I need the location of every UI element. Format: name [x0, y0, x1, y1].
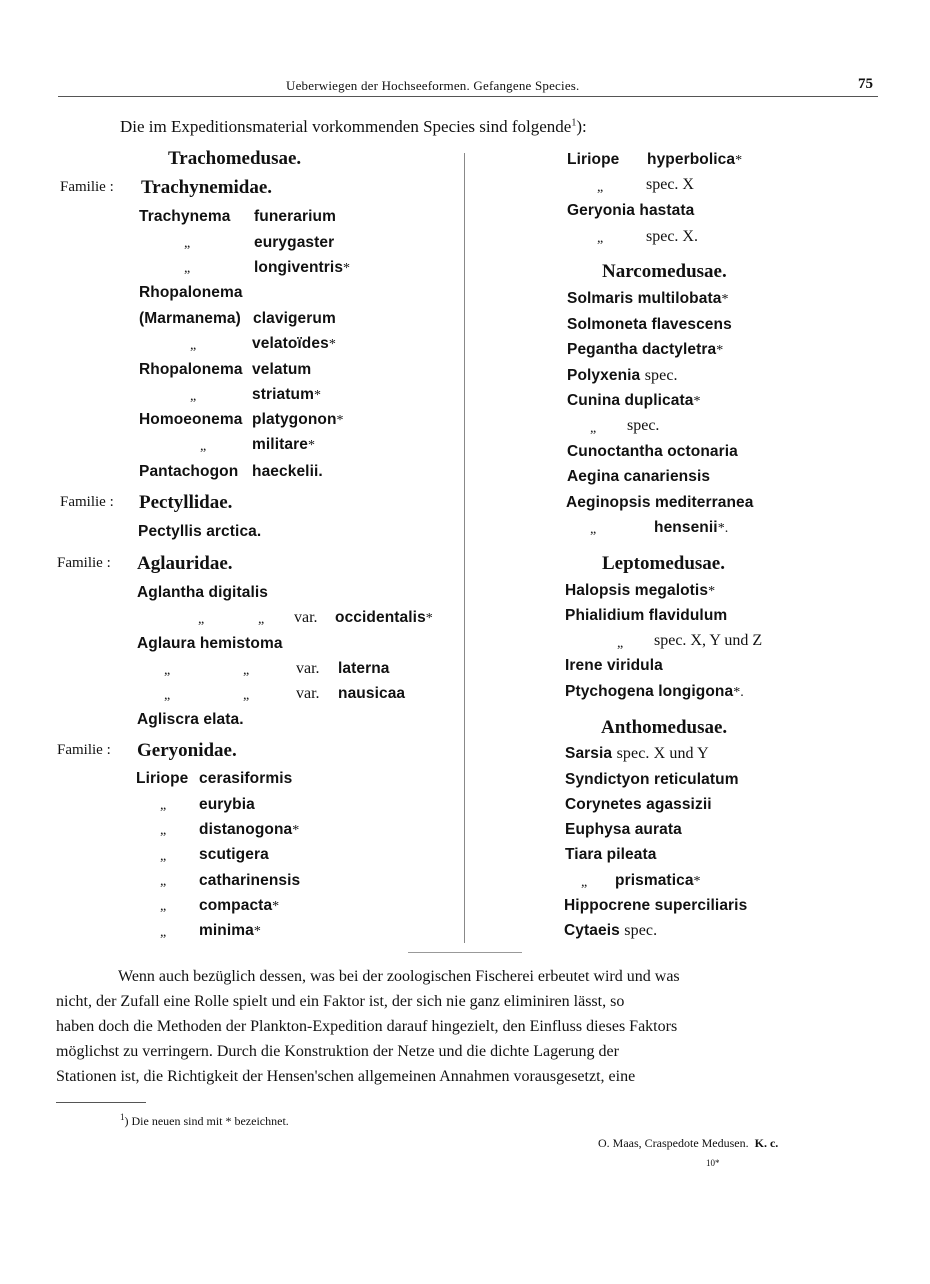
species-entry: Aeginopsis mediterranea	[566, 494, 754, 511]
species-text: platygonon	[252, 411, 337, 428]
signature-author: O. Maas, Craspedote Medusen.	[598, 1136, 749, 1150]
species-text: militare	[252, 436, 308, 453]
genus-name: Rhopalonema	[139, 284, 243, 301]
new-species-mark: *	[693, 874, 701, 889]
ditto-mark: „	[590, 522, 597, 537]
species-name	[199, 897, 279, 915]
species-entry: Aglantha digitalis	[137, 584, 268, 601]
species-name: haeckelii.	[252, 463, 323, 480]
species-name: eurybia	[199, 796, 255, 813]
species-name: cerasiformis	[199, 770, 293, 787]
new-species-mark: *	[425, 611, 433, 626]
header-rule	[58, 96, 878, 97]
species-entry: Cunoctantha octonaria	[567, 443, 738, 460]
species-spec: spec. X, Y und Z	[654, 632, 763, 649]
ditto-mark: „	[190, 389, 197, 404]
genus-name: Homoeonema	[139, 411, 243, 428]
ditto-mark: „	[617, 636, 624, 651]
species-text: velatoïdes	[252, 335, 329, 352]
species-name: scutigera	[199, 846, 269, 863]
species-entry: Geryonia hastata	[567, 202, 695, 219]
paragraph-line: haben doch die Methoden der Plankton-Expedition darauf hingezielt, den Einfluss dieses Faktors	[56, 1018, 678, 1035]
species-entry: Irene viridula	[565, 657, 663, 674]
ditto-mark: „	[160, 874, 167, 889]
ditto-mark: „	[184, 236, 191, 251]
new-species-mark: *.	[733, 685, 744, 700]
new-species-mark: *	[343, 261, 351, 276]
page-number: 75	[858, 76, 873, 92]
species-name: clavigerum	[253, 310, 336, 327]
ditto-mark: „	[184, 261, 191, 276]
ditto-mark: „	[160, 925, 167, 940]
heading-anthomedusae: Anthomedusae.	[601, 717, 728, 738]
variety-name: nausicaa	[338, 685, 406, 702]
family-label: Familie :	[57, 742, 111, 758]
genus-name: Liriope	[567, 151, 620, 168]
intro-footnote-mark: 1	[571, 117, 577, 129]
new-species-mark: *	[328, 337, 336, 352]
ditto-mark: „	[243, 688, 250, 703]
genus-name: Rhopalonema	[139, 361, 243, 378]
genus-name: Trachynema	[139, 208, 231, 225]
species-text: hyperbolica	[647, 151, 736, 168]
running-title: Ueberwiegen der Hochseeformen. Gefangene Species.	[286, 78, 580, 93]
species-spec: spec.	[644, 367, 678, 384]
ditto-mark: „	[164, 688, 171, 703]
intro-end: ):	[576, 117, 587, 136]
new-species-mark: *	[313, 388, 322, 403]
ditto-mark: „	[581, 875, 588, 890]
variety-name	[335, 609, 433, 627]
variety-label: var.	[296, 685, 320, 702]
species-entry: Corynetes agassizii	[565, 796, 712, 813]
species-spec: spec. X und Y	[616, 745, 709, 762]
species-name	[252, 386, 321, 404]
species-entry: Pectyllis arctica.	[138, 523, 262, 540]
ditto-mark: „	[258, 612, 265, 627]
species-name	[647, 151, 742, 169]
species-entry	[567, 341, 723, 359]
species-name	[252, 411, 344, 429]
species-entry: Euphysa aurata	[565, 821, 682, 838]
signature-line	[598, 1136, 778, 1151]
paragraph-line: Wenn auch bezüglich dessen, was bei der zoologischen Fischerei erbeutet wird und was	[118, 968, 680, 985]
footnote	[120, 1112, 289, 1129]
heading-leptomedusae: Leptomedusae.	[602, 553, 725, 574]
new-species-mark: *	[336, 413, 344, 428]
new-species-mark: *	[253, 924, 261, 939]
ditto-mark: „	[160, 899, 167, 914]
species-entry	[564, 922, 657, 940]
species-spec: spec.	[624, 922, 658, 939]
species-text: Ptychogena longigona	[565, 683, 734, 700]
species-entry: Hippocrene superciliaris	[564, 897, 748, 914]
intro-line	[120, 117, 587, 137]
family-pectyllidae: Pectyllidae.	[139, 492, 233, 513]
sheet-mark: 10*	[706, 1158, 720, 1168]
species-name: funerarium	[254, 208, 336, 225]
heading-narcomedusae: Narcomedusae.	[602, 261, 727, 282]
family-label: Familie :	[60, 179, 114, 195]
ditto-mark: „	[200, 439, 207, 454]
ditto-mark: „	[590, 421, 597, 436]
ditto-mark: „	[190, 338, 197, 353]
species-text: Pegantha dactyletra	[567, 341, 717, 358]
family-geryonidae: Geryonidae.	[137, 740, 237, 761]
family-trachynemidae: Trachynemidae.	[141, 177, 273, 198]
new-species-mark: *	[735, 153, 743, 168]
paragraph-line: nicht, der Zufall eine Rolle spielt und ein Faktor ist, der sich nie ganz eliminiren lässt, so	[56, 993, 625, 1010]
paragraph-line: Stationen ist, die Richtigkeit der Hensen'schen allgemeinen Annahmen vorausgesetzt, eine	[56, 1068, 636, 1085]
species-name	[615, 872, 701, 890]
family-label: Familie :	[57, 555, 111, 571]
species-entry	[565, 582, 715, 600]
species-name: eurygaster	[254, 234, 335, 251]
genus-text: Polyxenia	[567, 367, 641, 384]
species-entry	[565, 745, 709, 763]
species-text: Solmaris multilobata	[567, 290, 722, 307]
species-entry	[567, 367, 678, 385]
variety-text: occidentalis	[335, 609, 426, 626]
species-name	[254, 259, 350, 277]
species-entry: Phialidium flavidulum	[565, 607, 728, 624]
species-entry: Solmoneta flavescens	[567, 316, 732, 333]
species-name	[252, 436, 315, 454]
new-species-mark: *.	[717, 521, 729, 536]
ditto-mark: „	[160, 849, 167, 864]
species-spec: spec. X.	[646, 228, 698, 245]
ditto-mark: „	[597, 180, 604, 195]
footnote-text: ) Die neuen sind mit * bezeichnet.	[124, 1114, 289, 1128]
new-species-mark: *	[708, 584, 716, 599]
species-text: compacta	[199, 897, 273, 914]
heading-trachomedusae: Trachomedusae.	[168, 148, 302, 169]
species-name: velatum	[252, 361, 312, 378]
new-species-mark: *	[721, 292, 729, 307]
species-text: hensenii	[654, 519, 718, 536]
list-end-rule	[408, 952, 522, 953]
species-entry	[567, 290, 729, 308]
species-entry: Syndictyon reticulatum	[565, 771, 739, 788]
new-species-mark: *	[307, 438, 316, 453]
species-entry	[565, 683, 744, 701]
species-entry	[567, 392, 701, 410]
new-species-mark: *	[292, 823, 300, 838]
variety-label: var.	[294, 609, 318, 626]
subgenus-name: (Marmanema)	[139, 310, 241, 327]
species-text: distanogona	[199, 821, 293, 838]
species-text: Halopsis megalotis	[565, 582, 709, 599]
genus-text: Cytaeis	[564, 922, 620, 939]
genus-text: Sarsia	[565, 745, 613, 762]
species-text: minima	[199, 922, 254, 939]
column-divider	[464, 153, 465, 943]
new-species-mark: *	[693, 394, 701, 409]
ditto-mark: „	[597, 231, 604, 246]
paragraph-line: möglichst zu verringern. Durch die Konstruktion der Netze und die dichte Lagerung der	[56, 1043, 619, 1060]
ditto-mark: „	[160, 798, 167, 813]
species-entry: Agliscra elata.	[137, 711, 244, 728]
variety-label: var.	[296, 660, 320, 677]
new-species-mark: *	[272, 899, 280, 914]
signature-code: K. c.	[754, 1136, 779, 1150]
species-entry: Tiara pileata	[565, 846, 657, 863]
species-entry: Aegina canariensis	[567, 468, 711, 485]
species-name	[199, 922, 261, 940]
species-text: longiventris	[254, 259, 344, 276]
species-name	[252, 335, 336, 353]
species-name	[654, 519, 728, 537]
variety-name: laterna	[338, 660, 390, 677]
species-spec: spec. X	[646, 176, 694, 193]
ditto-mark: „	[243, 663, 250, 678]
family-aglauridae: Aglauridae.	[137, 553, 233, 574]
genus-name: Liriope	[136, 770, 189, 787]
ditto-mark: „	[198, 612, 205, 627]
footnote-mark: 1	[120, 1112, 125, 1122]
species-text: Cunina duplicata	[567, 392, 694, 409]
new-species-mark: *	[716, 343, 724, 358]
intro-text: Die im Expeditionsmaterial vorkommenden Species sind folgende	[120, 117, 572, 136]
footnote-rule	[56, 1102, 146, 1103]
species-spec: spec.	[627, 417, 660, 434]
family-label: Familie :	[60, 494, 114, 510]
species-name	[199, 821, 299, 839]
genus-name: Pantachogon	[139, 463, 239, 480]
ditto-mark: „	[160, 823, 167, 838]
species-text: striatum	[252, 386, 314, 403]
species-text: prismatica	[615, 872, 694, 889]
species-entry: Aglaura hemistoma	[137, 635, 283, 652]
ditto-mark: „	[164, 663, 171, 678]
species-name: catharinensis	[199, 872, 301, 889]
